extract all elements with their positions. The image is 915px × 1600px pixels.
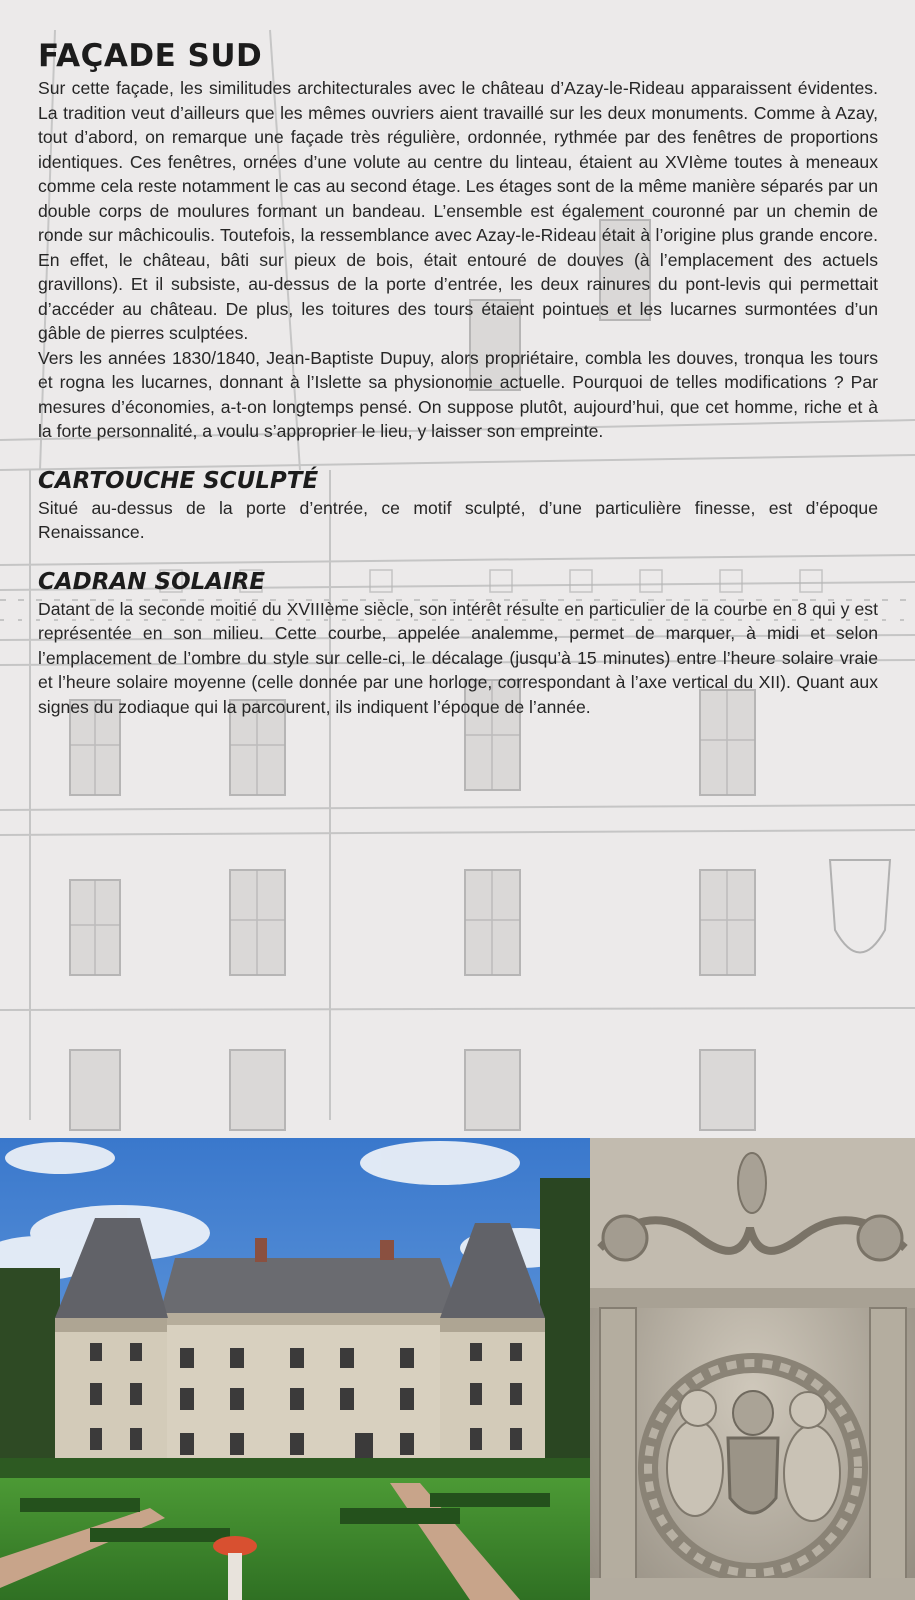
paragraph-facade-sud-2: Vers les années 1830/1840, Jean-Baptiste Dupuy, alors propriétaire, combla les douves, tronqua les tours et rogna les lucarnes, donnant à l’Islette sa physionomie actuelle. Pourquoi de telles modifications ? Par mesures d’économies, a-t-on longtemps pensé. On suppose plutôt, aujourd’hui, que cet homme, riche et à la forte personnalité, a voulu s’approprier le lieu, y laisser son empreinte.: [38, 347, 878, 441]
paragraph-cartouche: Situé au-dessus de la porte d’entrée, ce motif sculpté, d’une particulière finesse, est d’époque Renaissance.: [38, 497, 878, 542]
text-content: [38, 38, 878, 719]
paragraph-facade-sud-1: Sur cette façade, les similitudes architecturales avec le château d’Azay-le-Rideau apparaissent évidentes. La tradition veut d’ailleurs que les mêmes ouvriers aient travaillé sur les deux monuments. Comme à Azay, tout d’abord, on remarque une façade très régulière, ordonnée, rythmée par des fenêtres de proportions identiques. Ces fenêtres, ornées d’une volute au centre du linteau, étaient au XVIème toutes à meneaux comme cela reste notamment le cas au second étage. Les étages sont de la même manière séparés par un double corps de moulures formant un bandeau. L’ensemble est également couronné par un chemin de ronde sur mâchicoulis. Toutefois, la ressemblance avec Azay-le-Rideau était à l’origine plus grande encore. En effet, le château, bâti sur pieux de bois, était entouré de douves (à l’emplacement des actuels gravillons). Et il subsiste, au-dessus de la porte d’entrée, les deux rainures du pont-levis qui permettait d’accéder au château. De plus, les toitures des tours étaient pointues et les lucarnes surmontées d’un gâble de pierres sculptées.: [38, 78, 878, 343]
sculpted-cartouche-photo: [590, 1138, 915, 1600]
castle-photo: [0, 1138, 590, 1600]
section-title-cadran-solaire: CADRAN SOLAIRE: [38, 568, 266, 595]
paragraph-cadran-solaire: Datant de la seconde moitié du XVIIIème siècle, son intérêt résulte en particulier de la courbe en 8 qui y est représentée en son milieu. Cette courbe, appelée analemme, permet de marquer, à midi et selon l’emplacement de l’ombre du style sur celle-ci, le décalage (jusqu’à 15 minutes) entre l’heure solaire vraie et l’heure solaire moyenne (celle donnée par une horloge, correspondant à l’axe vertical du XII). Quant aux signes du zodiaque qui la parcourent, ils indiquent l’époque de l’année.: [38, 598, 878, 717]
section-title-cartouche: CARTOUCHE SCULPTÉ: [38, 467, 319, 494]
photo-strip: [0, 1138, 915, 1600]
section-title-facade-sud: FAÇADE SUD: [38, 38, 263, 74]
